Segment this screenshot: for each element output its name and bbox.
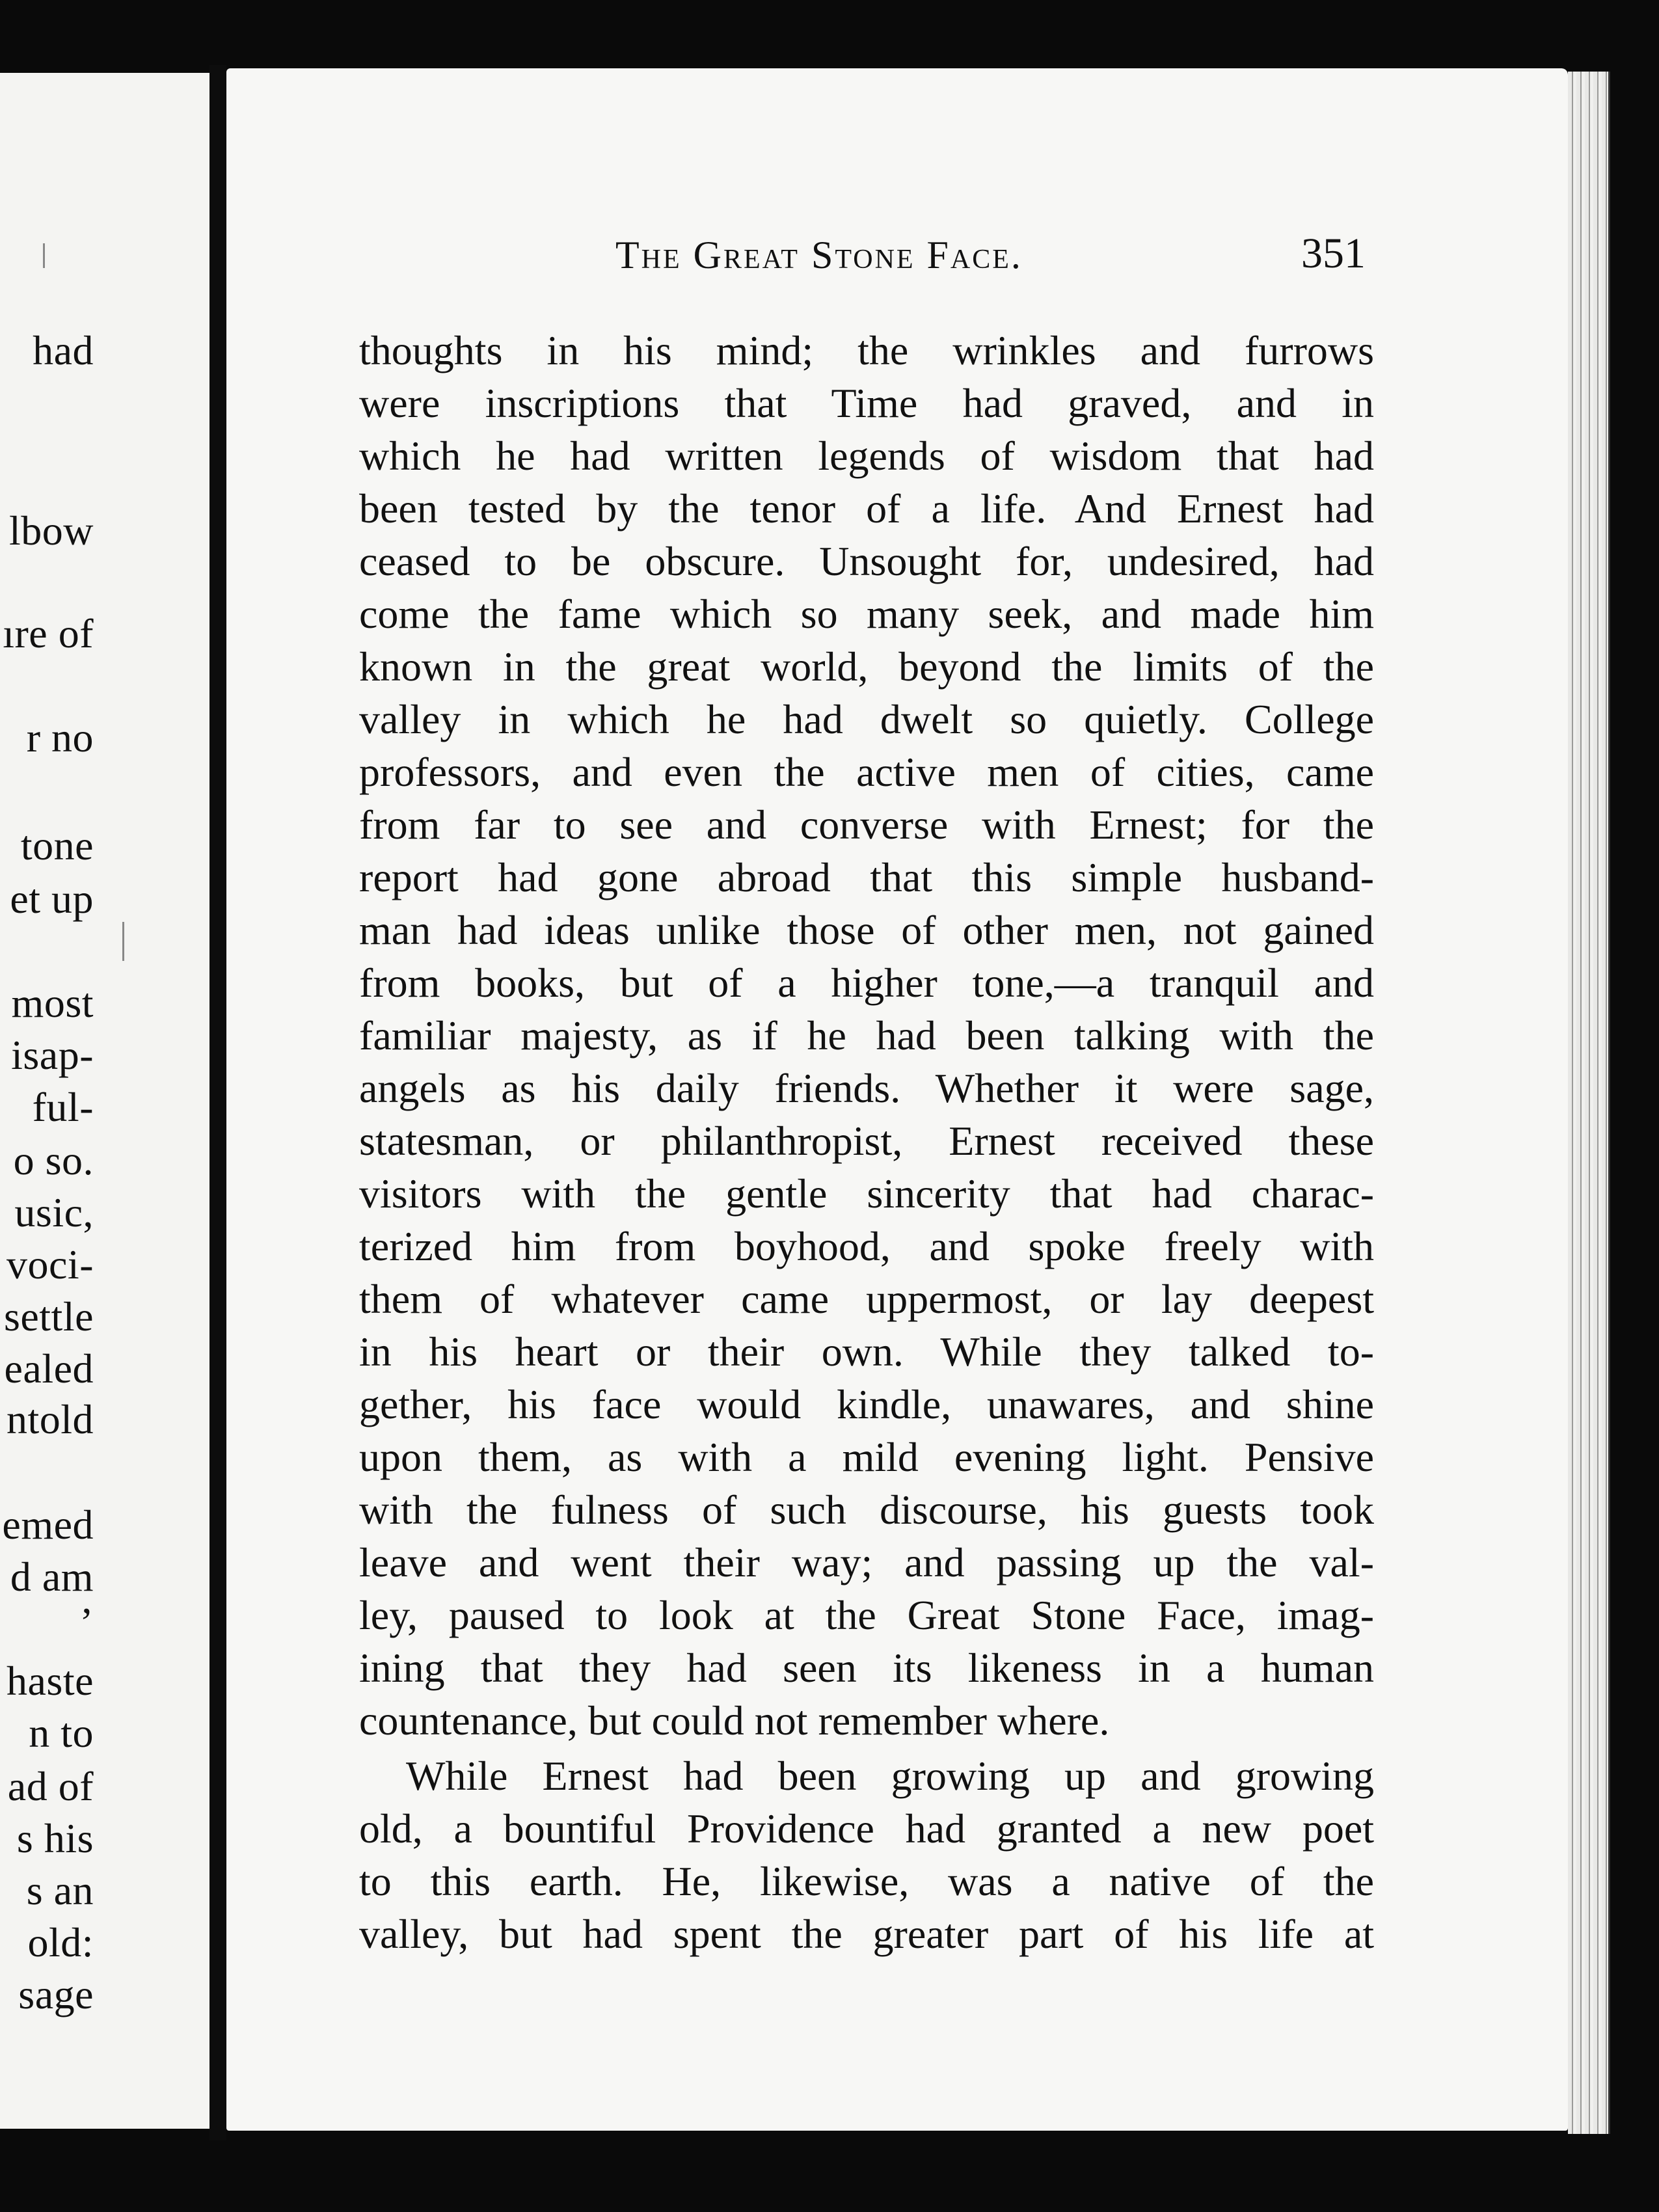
scan-speck bbox=[122, 922, 124, 961]
left-page-fragment: voci- bbox=[7, 1241, 94, 1288]
left-page-fragment: isap- bbox=[11, 1032, 94, 1078]
text-line: countenance, but could not remember where. bbox=[359, 1697, 1110, 1744]
text-line: which he had written legends of wisdom that had bbox=[359, 433, 1374, 479]
text-line: in his heart or their own. While they talked to- bbox=[359, 1329, 1374, 1375]
page-edges bbox=[1568, 72, 1610, 2134]
left-page-fragment: had bbox=[33, 327, 94, 373]
left-page-fragment: lbow bbox=[9, 507, 94, 554]
text-line: gether, his face would kindle, unawares, and shine bbox=[359, 1381, 1374, 1427]
body-text bbox=[359, 324, 1374, 1960]
left-page-fragment: ealed bbox=[4, 1345, 94, 1392]
scan-speck bbox=[43, 243, 45, 268]
left-page-fragment: n to bbox=[29, 1710, 94, 1756]
book-gutter bbox=[209, 65, 226, 2140]
text-line: statesman, or philanthropist, Ernest received these bbox=[359, 1118, 1374, 1164]
left-page-fragment: old: bbox=[27, 1919, 94, 1965]
text-line: valley, but had spent the greater part of his life at bbox=[359, 1911, 1374, 1957]
text-line: professors, and even the active men of cities, came bbox=[359, 749, 1374, 795]
left-page-fragment: usic, bbox=[14, 1189, 94, 1235]
left-page-fragment: r no bbox=[26, 714, 94, 761]
left-page-fragment: et up bbox=[10, 876, 94, 922]
text-line: known in the great world, beyond the limits of the bbox=[359, 643, 1374, 690]
text-line: While Ernest had been growing up and growing bbox=[406, 1753, 1374, 1799]
left-page-fragment: most bbox=[11, 980, 94, 1026]
left-page-fragment: s his bbox=[16, 1815, 94, 1861]
paragraph bbox=[359, 324, 1374, 1747]
text-line: from far to see and converse with Ernest; for the bbox=[359, 802, 1374, 848]
text-line: them of whatever came uppermost, or lay deepest bbox=[359, 1276, 1374, 1322]
text-line: thoughts in his mind; the wrinkles and furrows bbox=[359, 327, 1374, 373]
left-page-fragment: emed bbox=[2, 1502, 94, 1548]
text-line: visitors with the gentle sincerity that had charac- bbox=[359, 1170, 1374, 1217]
left-page-fragment: ntold bbox=[6, 1396, 94, 1442]
left-page-fragment: ad of bbox=[7, 1763, 94, 1809]
text-line: ley, paused to look at the Great Stone Face, imag- bbox=[359, 1592, 1374, 1638]
left-page-fragment: d am bbox=[10, 1554, 94, 1600]
previous-page bbox=[0, 73, 216, 2129]
paragraph bbox=[359, 1749, 1374, 1960]
running-head: The Great Stone Face. bbox=[615, 234, 1023, 276]
text-line: angels as his daily friends. Whether it were sage, bbox=[359, 1065, 1374, 1111]
text-line: been tested by the tenor of a life. And Ernest had bbox=[359, 485, 1374, 532]
text-line: man had ideas unlike those of other men, not gained bbox=[359, 907, 1374, 953]
left-page-fragment: o so. bbox=[13, 1137, 94, 1183]
text-line: ining that they had seen its likeness in a human bbox=[359, 1645, 1374, 1691]
left-page-fragment: haste bbox=[7, 1658, 94, 1704]
text-line: old, a bountiful Providence had granted a new poet bbox=[359, 1805, 1374, 1852]
left-page-fragment: ful- bbox=[32, 1084, 94, 1130]
text-line: with the fulness of such discourse, his guests took bbox=[359, 1487, 1374, 1533]
left-page-fragment: s an bbox=[26, 1867, 94, 1913]
text-line: ceased to be obscure. Unsought for, undesired, had bbox=[359, 538, 1374, 584]
text-line: upon them, as with a mild evening light. Pensive bbox=[359, 1434, 1374, 1480]
text-line: leave and went their way; and passing up the val- bbox=[359, 1539, 1374, 1585]
text-line: were inscriptions that Time had graved, and in bbox=[359, 380, 1374, 426]
text-line: report had gone abroad that this simple husband- bbox=[359, 854, 1374, 900]
page-number: 351 bbox=[1301, 230, 1366, 277]
left-page-fragment: tone bbox=[20, 822, 94, 869]
text-line: come the fame which so many seek, and made him bbox=[359, 591, 1374, 637]
text-line: to this earth. He, likewise, was a native of the bbox=[359, 1858, 1374, 1904]
left-page-fragment: settle bbox=[3, 1293, 94, 1340]
left-page-fragment: sage bbox=[18, 1971, 94, 2017]
left-page-fragment: ’ bbox=[79, 1599, 94, 1645]
left-page-fragment: ıre of bbox=[3, 610, 94, 656]
text-line: valley in which he had dwelt so quietly. College bbox=[359, 696, 1374, 742]
text-line: from books, but of a higher tone,—a tranquil and bbox=[359, 960, 1374, 1006]
text-line: familiar majesty, as if he had been talking with the bbox=[359, 1012, 1374, 1059]
text-line: terized him from boyhood, and spoke freely with bbox=[359, 1223, 1374, 1269]
